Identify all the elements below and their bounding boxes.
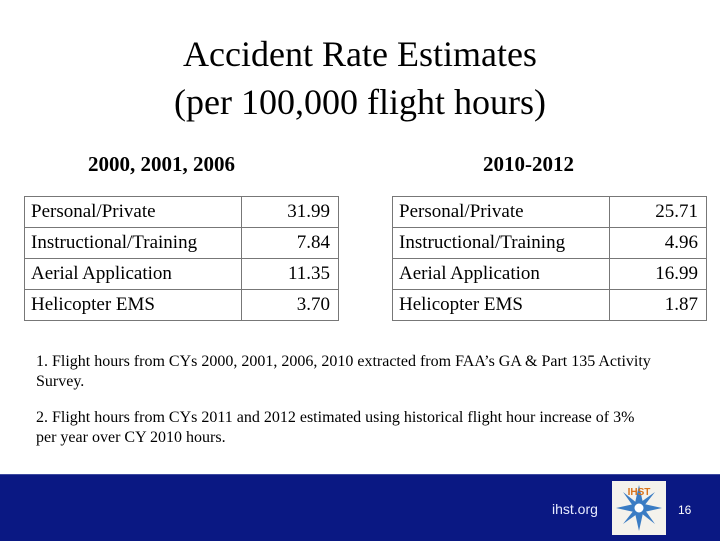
ihst-logo-icon — [612, 481, 666, 535]
value-cell: 11.35 — [242, 259, 339, 290]
footnote-2: 2. Flight hours from CYs 2011 and 2012 estimated using historical flight hour increase of 3% per year over CY 2010 hours. — [36, 409, 635, 446]
table-row — [25, 259, 339, 290]
table-row — [25, 197, 339, 228]
category-cell: Helicopter EMS — [393, 290, 610, 321]
value-cell: 31.99 — [242, 197, 339, 228]
left-rates-table — [24, 196, 339, 321]
slide-title-line-2: (per 100,000 flight hours) — [174, 82, 546, 122]
category-cell: Instructional/Training — [393, 228, 610, 259]
category-cell: Aerial Application — [393, 259, 610, 290]
table-row — [25, 228, 339, 259]
value-cell: 3.70 — [242, 290, 339, 321]
category-cell: Helicopter EMS — [25, 290, 242, 321]
value-cell: 4.96 — [610, 228, 707, 259]
table-row — [393, 197, 707, 228]
category-cell: Instructional/Training — [25, 228, 242, 259]
table-row — [25, 290, 339, 321]
footer-bar — [0, 474, 720, 541]
left-table-heading: 2000, 2001, 2006 — [88, 152, 235, 176]
category-cell: Aerial Application — [25, 259, 242, 290]
logo-text: IHST — [627, 487, 651, 498]
table-row — [393, 228, 707, 259]
value-cell: 16.99 — [610, 259, 707, 290]
category-cell: Personal/Private — [25, 197, 242, 228]
website-url: ihst.org — [552, 501, 598, 517]
table-row — [393, 259, 707, 290]
right-table-heading: 2010-2012 — [483, 152, 574, 176]
slide-title-line-1: Accident Rate Estimates — [183, 34, 537, 74]
value-cell: 7.84 — [242, 228, 339, 259]
value-cell: 25.71 — [610, 197, 707, 228]
page-number: 16 — [678, 503, 692, 517]
category-cell: Personal/Private — [393, 197, 610, 228]
table-row — [393, 290, 707, 321]
slide-title — [0, 30, 720, 126]
value-cell: 1.87 — [610, 290, 707, 321]
footnote-1: 1. Flight hours from CYs 2000, 2001, 2006, 2010 extracted from FAA’s GA & Part 135 Activity Survey. — [36, 353, 651, 390]
right-rates-table — [392, 196, 707, 321]
